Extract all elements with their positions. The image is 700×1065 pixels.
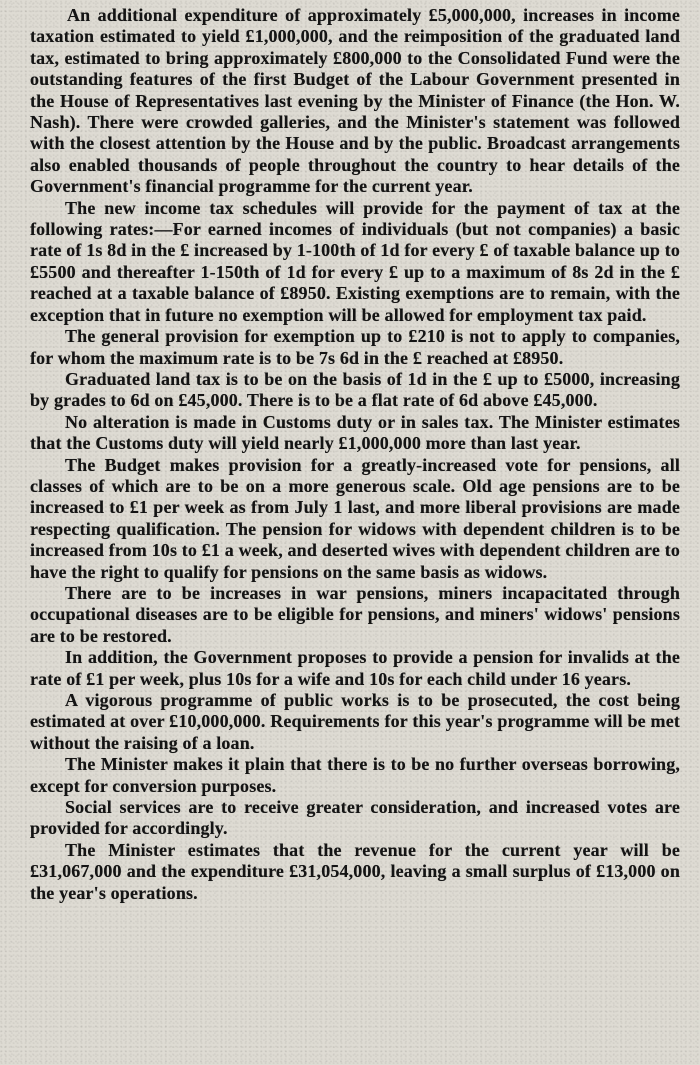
- paragraph-land-tax: Graduated land tax is to be on the basis of 1d in the £ up to £5000, increasing by grades to 6d on £45,000. There is to be a flat rate of 6d above £45,000.: [30, 368, 680, 411]
- paragraph-public-works: A vigorous programme of public works is to be prosecuted, the cost being estimated at over £10,000,000. Requirements for this year's programme will be met without the raising of a loan.: [30, 690, 680, 753]
- paragraph-borrowing: The Minister makes it plain that there is to be no further overseas borrowing, except for conversion purposes.: [30, 754, 680, 796]
- paragraph-war-pensions: There are to be increases in war pensions, miners incapacitated through occupational diseases are to be eligible for pensions, and miners' widows' pensions are to be restored.: [30, 582, 680, 646]
- paragraph-social-services: Social services are to receive greater consideration, and increased votes are provided for accordingly.: [30, 797, 680, 839]
- paragraph-revenue-estimate: The Minister estimates that the revenue for the current year will be £31,067,000 and the expenditure £31,054,000, leaving a small surplus of £13,000 on the year's operations.: [30, 839, 680, 903]
- paragraph-invalid-pension: In addition, the Government proposes to provide a pension for invalids at the rate of £1 per week, plus 10s for a wife and 10s for each child under 16 years.: [30, 647, 680, 689]
- paragraph-pensions: The Budget makes provision for a greatly-increased vote for pensions, all classes of which are to be on a more generous scale. Old age pensions are to be increased to £1 per week as from July 1 last, and more liberal provisions are made respecting qualification. The pension for widows with dependent children is to be increased from 10s to £1 a week, and deserted wives with dependent children are to have the right to qualify for pensions on the same basis as widows.: [30, 454, 680, 582]
- paragraph-budget-overview: An additional expenditure of approximately £5,000,000, increases in income taxation estimated to yield £1,000,000, and the reimposition of the graduated land tax, estimated to bring approximately £800,000 to the Consolidated Fund were the outstanding features of the first Budget of the Labour Government presented in the House of Representatives last evening by the Minister of Finance (the Hon. W. Nash). There were crowded galleries, and the Minister's statement was followed with the closest attention by the House and by the public. Broadcast arrangements also enabled thousands of people throughout the country to hear details of the Government's financial programme for the current year.: [30, 5, 680, 197]
- paragraph-income-tax-rates: The new income tax schedules will provide for the payment of tax at the following rates:—For earned incomes of individuals (but not companies) a basic rate of 1s 8d in the £ increased by 1-100th of 1d for every £ of taxable balance up to £5500 and thereafter 1-150th of 1d for every £ up to a maximum of 8s 2d in the £ reached at a taxable balance of £8950. Existing exemptions are to remain, with the exception that in future no exemption will be allowed for employment tax paid.: [30, 197, 680, 325]
- paragraph-customs-duty: No alteration is made in Customs duty or in sales tax. The Minister estimates that the Customs duty will yield nearly £1,000,000 more than last year.: [30, 411, 680, 454]
- paragraph-company-exemption: The general provision for exemption up to £210 is not to apply to companies, for whom the maximum rate is to be 7s 6d in the £ reached at £8950.: [30, 326, 680, 368]
